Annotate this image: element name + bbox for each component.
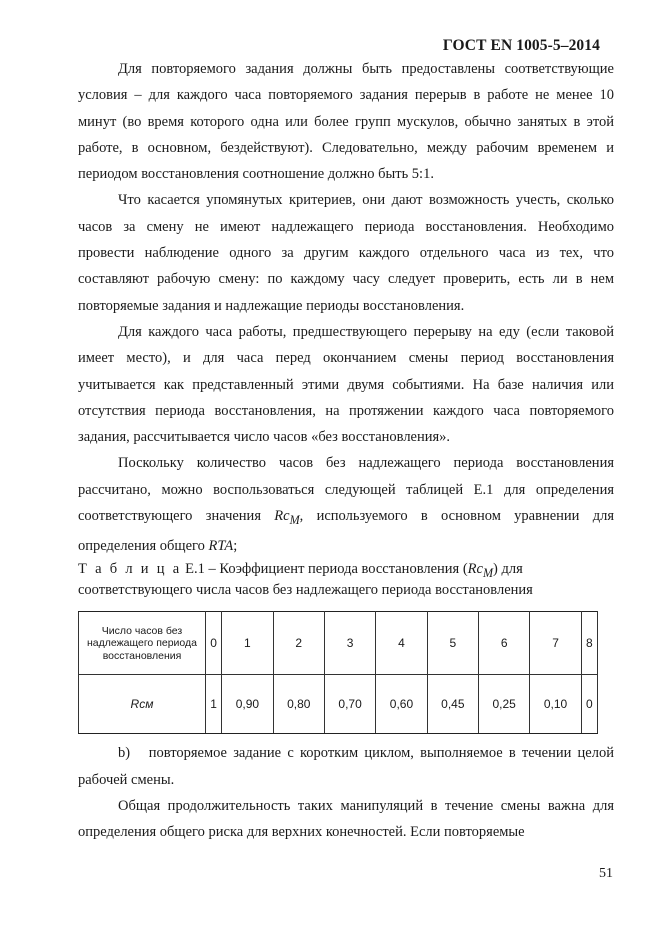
hour-cell: 2 [273,612,324,675]
paragraph-4-text-b: , используемого в основном уравнении для определения общего [78,508,614,555]
value-cell: 0,10 [530,675,581,734]
paragraph-4-text-c: ; [233,538,238,555]
list-marker: b) [118,745,131,762]
rta-symbol: RTA [208,538,234,555]
hour-cell: 0 [206,612,222,675]
rcm-subscript: M [289,512,300,527]
paragraph-2: Что касается упомянутых критериев, они дают возможность учесть, сколько часов за смену не имеют надлежащего периода восстановления. Необходимо провести наблюдение одного за другим каждого отдельного часа из тех, что составляют рабочую смену: по каждому часу следует проверить, есть ли в нем повторяемые задания и надлежащие периоды восстановления. [78,192,614,314]
hour-cell: 5 [427,612,478,675]
paragraph-4-text-a: Поскольку количество часов без надлежащего периода восстановления рассчитано, можно воспользоваться следующей таблицей Е.1 для определения соответствующего значения [78,455,614,525]
page-number: 51 [599,866,613,881]
caption-rest: ) для соответствующего числа часов без надлежащего периода восстановления [78,560,533,599]
value-cell: 0,80 [273,675,324,734]
hour-cell: 3 [324,612,375,675]
paragraph-last: Общая продолжительность таких манипуляций в течение смены важна для определения общего риска для верхних конечностей. Если повторяемые [78,798,614,841]
value-cell: 0,45 [427,675,478,734]
caption-symbol [467,560,494,580]
caption-symbol-base: Rc [467,560,483,577]
recovery-coefficient-table [78,611,598,734]
paragraph-4 [78,450,614,559]
standard-header: ГОСТ EN 1005-5–2014 [442,37,600,54]
rcm-base: Rc [274,508,290,525]
value-cell: 0,90 [222,675,273,734]
paragraph-3: Для каждого часа работы, предшествующего перерыву на еду (если таковой имеет место), и для часа перед окончанием смены период восстановления учитывается как представленный этими двумя событиями. На базе наличия или отсутствия периода восстановления, на протяжении каждого часа повторяемого задания, рассчитывается число часов «без восстановления». [78,323,614,446]
hour-cell: 1 [222,612,273,675]
table-value-row [79,675,598,734]
caption-label: Е.1 – Коэффициент периода восстановления ( [185,560,468,577]
hour-cell: 7 [530,612,581,675]
body-content [78,56,614,846]
hour-cell: 6 [479,612,530,675]
header-label-cell: Число часов без надлежащего периода восстановления [79,612,206,675]
value-cell: 1 [206,675,222,734]
value-cell: 0,60 [376,675,427,734]
caption-prefix: Т а б л и ц а [78,560,182,577]
table-wrapper [78,611,614,734]
hour-cell: 4 [376,612,427,675]
table-caption [78,560,614,600]
list-item-text: повторяемое задание с коротким циклом, выполняемое в течении целой рабочей смены. [78,745,614,788]
value-cell: 0,70 [324,675,375,734]
caption-symbol-sub: M [482,565,494,580]
paragraph-1: Для повторяемого задания должны быть предоставлены соответствующие условия – для каждого часа повторяемого задания перерыв в работе не менее 10 минут (во время которого одна или более групп мускулов, обычно занятых в этой работе, в основном, бездействуют). Следовательно, между рабочим временем и периодом восстановления соотношение должно быть 5:1. [78,61,614,183]
row-label-cell: Rcм [79,675,206,734]
rcm-symbol [274,508,300,527]
table-header-row [79,612,598,675]
list-item-b [78,740,614,793]
value-cell: 0 [581,675,597,734]
hour-cell: 8 [581,612,597,675]
value-cell: 0,25 [479,675,530,734]
